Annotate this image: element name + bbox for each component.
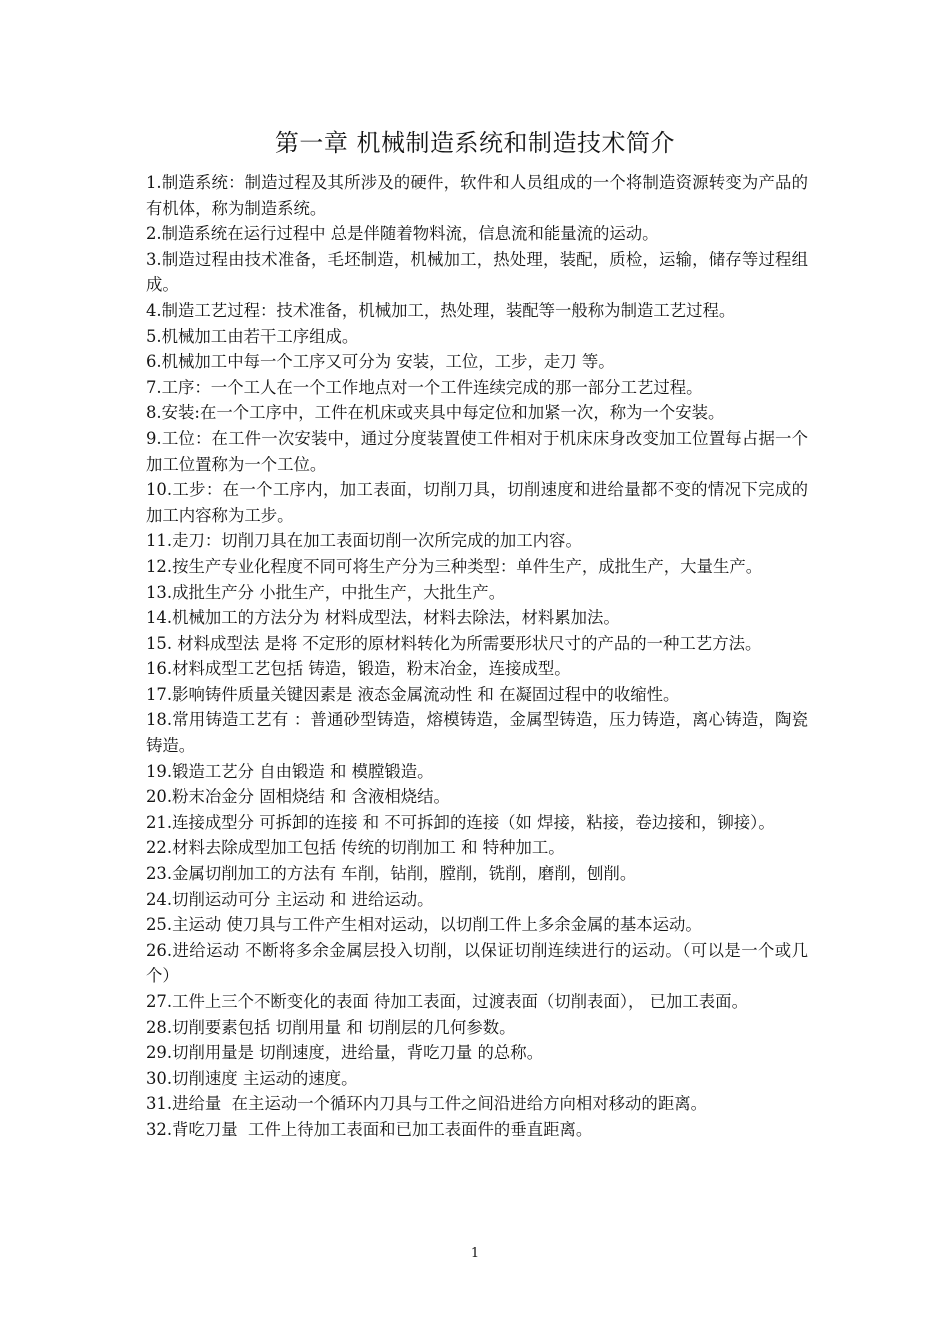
note-item: 27.工件上三个不断变化的表面 待加工表面，过渡表面（切削表面）， 已加工表面。 (146, 992, 748, 1011)
note-item: 30.切削速度 主运动的速度。 (146, 1068, 358, 1088)
note-item: 6.机械加工中每一个工序又可分为 安装，工位，工步，走刀 等。 (146, 352, 615, 372)
note-item: 4.制造工艺过程：技术准备，机械加工，热处理，装配等一般称为制造工艺过程。 (146, 300, 736, 320)
note-item: 26.进给运动 不断将多余金属层投入切削，以保证切削连续进行的运动。（可以是一个或几个） (146, 940, 808, 986)
note-item: 22.材料去除成型加工包括 传统的切削加工 和 特种加工。 (146, 838, 565, 858)
note-item: 23.金属切削加工的方法有 车削，钻削，膛削，铣削，磨削，刨削。 (146, 864, 637, 884)
note-item: 29.切削用量是 切削速度，进给量，背吃刀量 的总称。 (146, 1043, 544, 1063)
note-item: 2.制造系统在运行过程中 总是伴随着物料流，信息流和能量流的运动。 (146, 224, 659, 244)
note-item: 20.粉末冶金分 固相烧结 和 含液相烧结。 (146, 787, 450, 807)
note-item: 32.背吃刀量 工件上待加工表面和已加工表面件的垂直距离。 (146, 1119, 593, 1139)
note-item: 15. 材料成型法 是将 不定形的原材料转化为所需要形状尺寸的产品的一种工艺方法。 (146, 633, 762, 653)
note-item: 28.切削要素包括 切削用量 和 切削层的几何参数。 (146, 1017, 516, 1037)
note-item: 19.锻造工艺分 自由锻造 和 模膛锻造。 (146, 761, 434, 781)
note-item: 1.制造系统：制造过程及其所涉及的硬件，软件和人员组成的一个将制造资源转变为产品的有机体，称为制造系统。 (146, 173, 808, 218)
note-item: 31.进给量 在主运动一个循环内刀具与工件之间沿进给方向相对移动的距离。 (146, 1094, 707, 1114)
note-item: 18.常用铸造工艺有 ：普通砂型铸造，熔模铸造，金属型铸造，压力铸造，离心铸造，陶瓷铸造。 (146, 710, 808, 756)
note-item: 16.材料成型工艺包括 铸造，锻造，粉末冶金，连接成型。 (146, 659, 571, 679)
note-item: 14.机械加工的方法分为 材料成型法，材料去除法，材料累加法。 (146, 608, 620, 628)
note-item: 5.机械加工由若干工序组成。 (146, 326, 359, 346)
note-item: 3.制造过程由技术准备，毛坯制造，机械加工，热处理，装配，质检，运输，储存等过程组成。 (146, 249, 808, 295)
note-item: 12.按生产专业化程度不同可将生产分为三种类型：单件生产，成批生产，大量生产。 (146, 556, 763, 576)
note-item: 24.切削运动可分 主运动 和 进给运动。 (146, 889, 434, 909)
chapter-title: 第一章 机械制造系统和制造技术简介 (274, 129, 676, 157)
note-item: 11.走刀：切削刀具在加工表面切削一次所完成的加工内容。 (146, 531, 582, 551)
note-item: 9.工位：在工件一次安装中，通过分度装置使工件相对于机床床身改变加工位置每占据一个加工位置称为一个工位。 (146, 428, 808, 474)
note-item: 13.成批生产分 小批生产，中批生产，大批生产。 (146, 582, 506, 602)
note-item: 7.工序：一个工人在一个工作地点对一个工件连续完成的那一部分工艺过程。 (146, 377, 703, 397)
note-item: 25.主运动 使刀具与工件产生相对运动，以切削工件上多余金属的基本运动。 (146, 915, 702, 935)
notes-list (146, 170, 808, 1143)
note-item: 17.影响铸件质量关键因素是 液态金属流动性 和 在凝固过程中的收缩性。 (146, 684, 680, 704)
note-item: 8.安装:在一个工序中，工件在机床或夹具中每定位和加紧一次，称为一个安装。 (146, 403, 725, 423)
note-item: 10.工步：在一个工序内，加工表面，切削刀具，切削速度和进给量都不变的情况下完成的加工内容称为工步。 (146, 480, 808, 525)
note-item: 21.连接成型分 可拆卸的连接 和 不可拆卸的连接（如 焊接，粘接，卷边接和，铆接）。 (146, 812, 775, 832)
page-number: 1 (470, 1246, 480, 1261)
